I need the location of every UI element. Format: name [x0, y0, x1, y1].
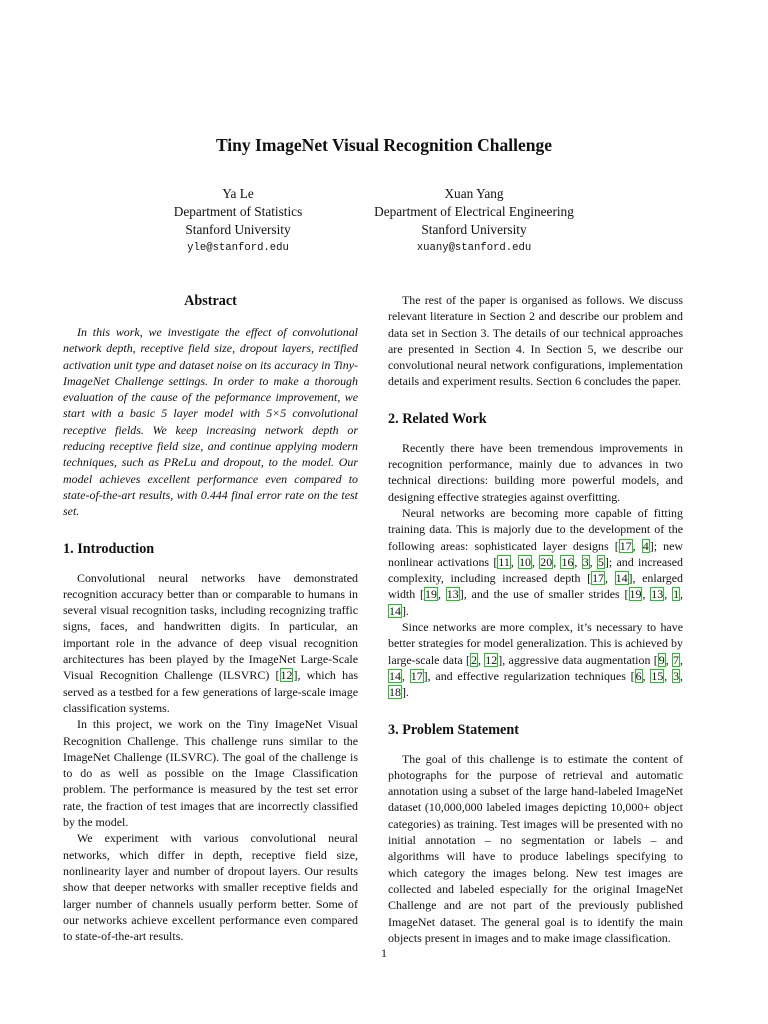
abstract-text: In this work, we investigate the effect of convolutional network depth, receptive field size, dropout layers, rectified activation unit type and dataset noise on its accuracy in Tiny-ImageNet Challenge settings. In order to make a thorough evaluation of the cause of the peformance improvement, we start with a basic 5 layer model with 5×5 convolutional receptive fields. We keep increasing network depth or reducing receptive field size, and continue applying modern techniques, such as PReLu and dropout, to the model. Our model achieves excellent performance even compared to state-of-the-art results, with 0.444 final error rate on the test set.: [63, 325, 358, 519]
related-paragraph-2: Neural networks are becoming more capable of fitting training data. This is majorly due to the development of the following areas: sophisticated layer designs [17, 4]; new nonlinear activations [11, 10, 20, 16, 3, 5]; and increased complexity, including increased depth [17, 14], enlarged width [19, 13], and the use of smaller strides [19, 13, 1, 14].: [388, 505, 684, 618]
citation-link[interactable]: 20: [540, 554, 553, 569]
citation-link[interactable]: 18: [389, 685, 401, 700]
citation-link[interactable]: 5: [597, 554, 604, 569]
citation-link[interactable]: 6: [635, 668, 642, 683]
citation-link[interactable]: 19: [629, 587, 642, 602]
citation-link[interactable]: 4: [642, 538, 649, 553]
section-heading-introduction: 1. Introduction: [63, 540, 155, 557]
section-heading-problem-statement: 3. Problem Statement: [388, 721, 519, 738]
author-name: Xuan Yang: [444, 186, 504, 201]
citation-link[interactable]: 14: [389, 668, 401, 683]
intro-paragraph-3: We experiment with various convolutional neural networks, which differ in depth, receptive field size, nonlinearity layer and number of dropout layers. Our results show that deeper networks with smaller receptive fields and larger number of channels usually perform better. Some of our networks achieve excellent performance even compared to state-of-the-art results.: [63, 831, 358, 944]
citation-link[interactable]: 14: [389, 603, 401, 618]
citation-link[interactable]: 13: [651, 587, 664, 602]
citation-link[interactable]: 12: [485, 652, 498, 667]
citation-link[interactable]: 17: [410, 668, 423, 683]
author-name: Ya Le: [222, 186, 254, 201]
related-paragraph-3: Since networks are more complex, it’s necessary to have better strategies for model generalization. This is achieved by large-scale data [2, 12], aggressive data augmentation [9, 7, 14, 17], and effective regularization techniques [6, 15, 3, 18].: [388, 620, 684, 700]
page-number: 1: [381, 946, 387, 960]
citation-link[interactable]: 10: [519, 554, 532, 569]
author-university: Stanford University: [421, 222, 527, 237]
citation-link[interactable]: 15: [651, 668, 664, 683]
problem-paragraph: The goal of this challenge is to estimate the content of photographs for the purpose of retrieval and automatic annotation using a subset of the large hand-labeled ImageNet dataset (10,000,000 labeled images depicting 10,000+ object categories) as training. Test images will be presented with no initial annotation – no segmentation or labels – and algorithms will have to produce labelings specifying to which category the images belong. New test images are collected and labeled especially for the original ImageNet Challenge and are not part of the previously published ImageNet dataset. The general goal is to identify the main objects present in images and to make image classification.: [388, 751, 683, 945]
citation-link[interactable]: 3: [673, 668, 680, 683]
citation-link[interactable]: 19: [425, 587, 437, 602]
paper-title: Tiny ImageNet Visual Recognition Challenge: [215, 135, 553, 155]
right-column: [388, 292, 683, 946]
citation-link[interactable]: 17: [619, 538, 632, 553]
author-university: Stanford University: [185, 222, 291, 237]
left-column: [63, 292, 358, 944]
citation-link[interactable]: 16: [561, 554, 574, 569]
section-heading-related-work: 2. Related Work: [388, 410, 487, 427]
citation-link[interactable]: 12: [280, 668, 293, 683]
citation-link[interactable]: 13: [446, 587, 459, 602]
abstract-heading: Abstract: [184, 293, 237, 309]
author-block-1: [120, 185, 356, 257]
intro-paragraph-1: Convolutional neural networks have demonstrated recognition accuracy better than or comparable to humans in several visual recognition tasks, including recognizing traffic signs, faces, and handwritten digits. In particular, an important role in the advance of deep visual recognition architectures has been played by the ImageNet Large-Scale Visual Recognition Challenge (ILSVRC) [12], which has served as a testbed for a few generations of large-scale image classification systems.: [63, 570, 359, 715]
citation-link[interactable]: 2: [471, 652, 477, 667]
citation-link[interactable]: 17: [592, 571, 604, 586]
author-department: Department of Statistics: [173, 204, 303, 219]
author-email[interactable]: xuany@stanford.edu: [416, 242, 532, 254]
author-email[interactable]: yle@stanford.edu: [187, 242, 289, 254]
organisation-paragraph: The rest of the paper is organised as follows. We discuss relevant literature in Section 2 and describe our problem and data set in Section 3. The details of our technical approaches are presented in Section 4. In Section 5, we describe our convolutional neural network configurations, implementation details and experiment results. Section 6 concludes the paper.: [388, 293, 683, 389]
author-block-2: [340, 185, 608, 257]
author-department: Department of Electrical Engineering: [374, 204, 574, 219]
related-paragraph-1: Recently there have been tremendous improvements in recognition performance, mainly due to advances in two technical directions: building more powerful models, and designing effective strategies against overfitting.: [388, 440, 683, 504]
citation-link[interactable]: 3: [582, 554, 589, 569]
citation-link[interactable]: 9: [658, 652, 665, 667]
citation-link[interactable]: 11: [498, 554, 510, 569]
citation-link[interactable]: 7: [673, 652, 680, 667]
citation-link[interactable]: 14: [615, 571, 628, 586]
intro-paragraph-2: In this project, we work on the Tiny ImageNet Visual Recognition Challenge. This challenge runs similar to the ImageNet Challenge (ILSVRC). The goal of the challenge is to do as well as possible on the Image Classification problem. The performance is measured by the test set error rate, the fraction of test images that are incorrectly classified by the model.: [63, 717, 358, 830]
citation-link[interactable]: 1: [673, 587, 680, 602]
